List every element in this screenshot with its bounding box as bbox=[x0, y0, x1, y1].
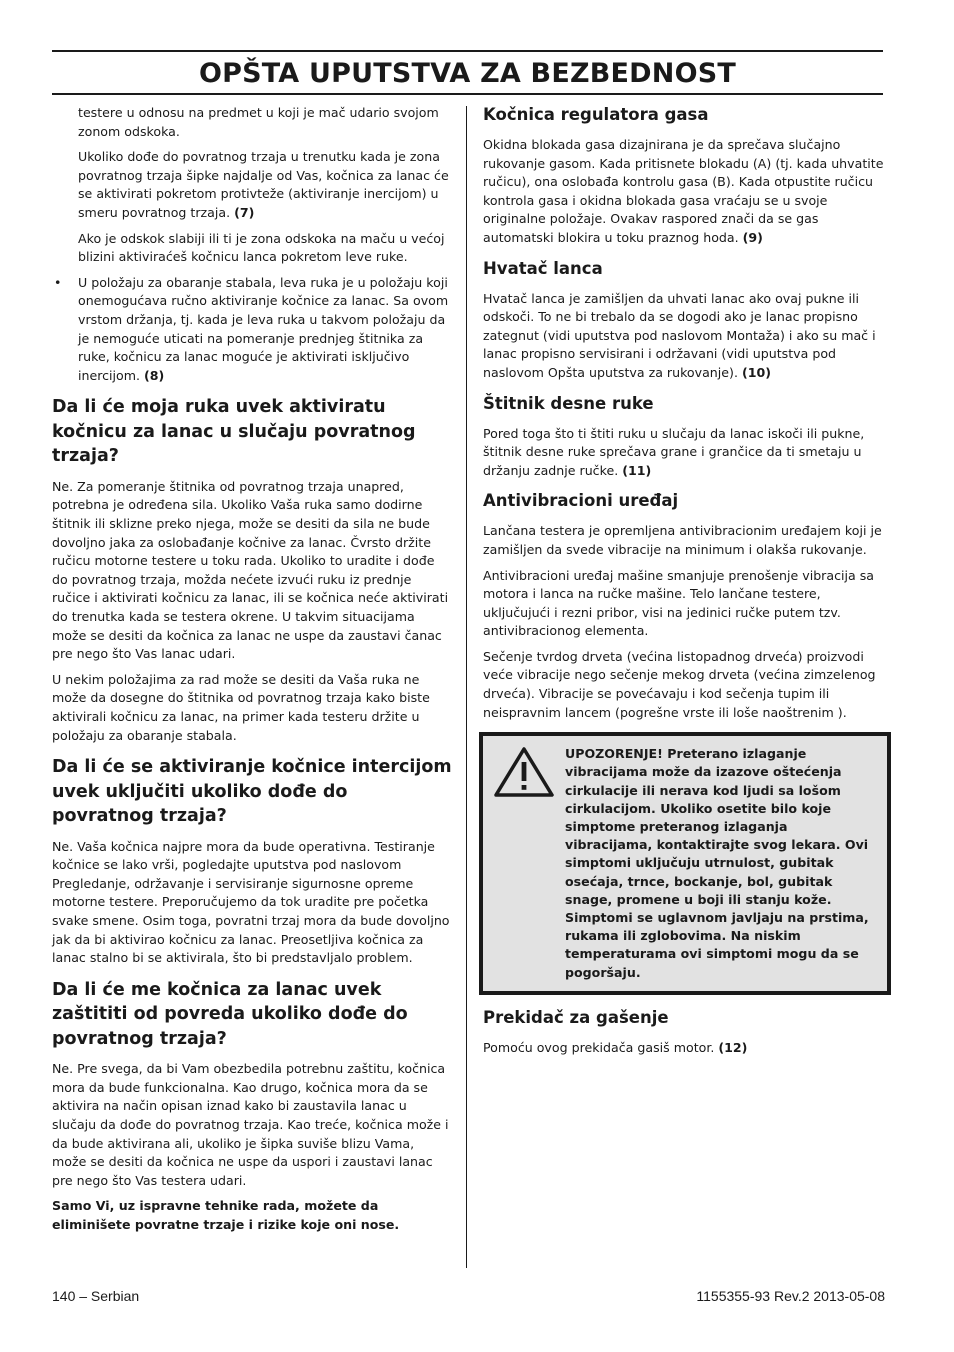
section-text bbox=[483, 1039, 885, 1058]
answer-paragraph: Ne. Za pomeranje štitnika od povratnog trzaja unapred, potrebna je određena sila. Ukoliko Vaša ruka samo dodirne štitnik ili sklizne preko njega, može se desiti da sila ne bude dovoljno jaka za oslobađanje kočnive za lanac. Čvrsto držite ručicu motorne testere u toku rada. Ukoliko to uradite i dođe do povratnog trzaja, možda nećete izvući ruku iz prednje ručice i aktivirati kočnicu za lanac, ili se kočnica neće aktivirati do trenutka kada se testera okrene. U takvim situacijama može se desiti da kočnica za lanac ne uspe da zaustavi čanac pre nego što Vas lanac udari. bbox=[52, 478, 449, 662]
section-text bbox=[483, 425, 885, 481]
page-title: OPŠTA UPUTSTVA ZA BEZBEDNOST bbox=[198, 58, 736, 89]
paragraph-text: Pomoću ovog prekidača gasiš motor. bbox=[483, 1039, 719, 1055]
section-heading: Antivibracioni uređaj bbox=[483, 491, 679, 511]
section-text bbox=[483, 290, 885, 383]
question-heading-inertia-activation: Da li će se aktiviranje kočnice intercijom uvek uključiti ukoliko dođe do povratnog trzaja? bbox=[52, 757, 452, 827]
section-text: Antivibracioni uređaj mašine smanjuje prenošenje vibracija sa motora i lanca na ručke mašine. Telo lančane testere, uključujući i rezni pribor, visi na jedinici ručke putem tzv. antivibracionog elementa. bbox=[483, 567, 875, 639]
answer-paragraph: Ne. Vaša kočnica najpre mora da bude operativna. Testiranje kočnice se lako vrši, pogledajte uputstva pod naslovom Pregledanje, održavanje i servisiranje sigurnosne opreme motorne testere. Preporučujemo da tok uradite pre početka svake smene. Osim toga, povratni trzaj mora da bude dovoljno jak da bi aktivirao kočnicu za lanac. Preosetljiva kočnica za lanac stalno bi se aktivirala, što bi predstavljalo problem. bbox=[52, 838, 450, 966]
figure-reference: (10) bbox=[741, 364, 771, 380]
section-right-hand-guard bbox=[483, 393, 885, 481]
section-stop-switch bbox=[483, 1007, 885, 1058]
header-top-rule bbox=[52, 50, 883, 52]
section-text: Lančana testera je opremljena antivibracionim uređajem koji je zamišljen da svede vibracije na minimum i olakša rukovanje. bbox=[483, 523, 882, 557]
felling-position-bullet bbox=[52, 274, 452, 386]
paragraph-text: Ukoliko dođe do povratnog trzaja u trenutku kada je zona povratnog trzaja šipke najdalje od Vas, kočnica za lanac će se aktivirati pokretom protivteže (aktiviranje inercijom) u smeru povratnog trzaja. bbox=[78, 149, 449, 220]
right-column bbox=[483, 104, 885, 1067]
figure-reference: (8) bbox=[144, 367, 165, 383]
left-column bbox=[52, 104, 452, 1242]
weak-kickback-paragraph: Ako je odskok slabiji ili ti je zona odskoka na maču u većoj blizini aktiviraćeš kočnicu lanca pokretom leve ruke. bbox=[78, 230, 445, 265]
answer-paragraph: Ne. Pre svega, da bi Vam obezbedila potrebnu zaštitu, kočnica mora da bude funkcionalna. Kao drugo, kočnica mora da se aktivira na način opisan iznad kako bi zaustavila lanac u slučaju da dođe do povratnog trzaja. Kao treće, kočnica može i da bude aktivirana ali, ukoliko je šipka suviše blizu Vama, može se desiti da kočnica ne uspe da uspori i zaustavi lanac pre nego što Vas testera udari. bbox=[52, 1061, 449, 1188]
continuation-paragraph: testere u odnosu na predmet u koji je mač udario svojom zonom odskoka. bbox=[78, 105, 439, 139]
header-bottom-rule bbox=[52, 93, 883, 95]
emphasis-paragraph: Samo Vi, uz ispravne tehnike rada, možete da eliminišete povratne trzaje i rizike koje oni nose. bbox=[52, 1198, 400, 1233]
paragraph-text: Hvatač lanca je zamišljen da uhvati lanac ako ovaj pukne ili odskoči. To ne bi trebalo da se dogodi ako je lanac propisno zategnut (vidi uputstva pod naslovom Montaža) i ako su mač i lanac propisno servisirani i održavani (vidi uputstva pod naslovom Opšta uputstva za rukovanje). bbox=[483, 290, 876, 380]
column-divider bbox=[466, 106, 467, 1268]
bullet-text: U položaju za obaranje stabala, leva ruka je u položaju koji onemogućava ručno aktiviranje kočnice za lanac. Sa ovom vrstom držanja, tj. kada je leva ruka u takvom položaju da je nemoguće uticati na pomeranje prednjeg štitnika za ruke, kočnicu za lanac moguće je aktivirati isključivo inercijom. bbox=[78, 274, 449, 383]
document-revision: 1155355-93 Rev.2 2013-05-08 bbox=[696, 1288, 885, 1304]
answer-paragraph: U nekim položajima za rad može se desiti da Vaša ruka ne može da dosegne do štitnika od povratnog trzaja kako biste aktivirali kočnicu za lanac, na primer kada testeru držite u položaju za obaranje stabala. bbox=[52, 671, 430, 743]
section-heading: Prekidač za gašenje bbox=[483, 1007, 669, 1027]
warning-panel bbox=[483, 736, 887, 991]
section-text bbox=[483, 136, 885, 248]
section-heading: Štitnik desne ruke bbox=[483, 393, 654, 413]
figure-reference: (12) bbox=[718, 1039, 748, 1055]
section-heading: Kočnica regulatora gasa bbox=[483, 105, 709, 124]
question-heading-hand-activation: Da li će moja ruka uvek aktiviratu kočnicu za lanac u slučaju povratnog trzaja? bbox=[52, 397, 416, 467]
page-number: 140 – Serbian bbox=[52, 1288, 140, 1304]
section-throttle-lockout bbox=[483, 104, 885, 248]
warning-box bbox=[479, 732, 891, 995]
figure-reference: (11) bbox=[622, 462, 652, 478]
warning-triangle-icon bbox=[493, 746, 555, 798]
warning-text: UPOZORENJE! Preterano izlaganje vibracijama može da izazove oštećenja cirkulacije ili nerava kod ljudi sa lošom cirkulacijom. Ukoliko osetite bilo koje simptome preteranog izlaganja vibracijama, kontaktirajte svog lekara. Ovi simptomi uključuju utrnulost, gubitak osećaja, trnce, bockanje, bol, gubitak snage, promene u boji ili stanju kože. Simptomi se uglavnom javljaju na prstima, rukama ili zglobovima. Na niskim temperaturama ovi simptomi mogu da se pogoršaju. bbox=[565, 746, 869, 980]
paragraph-text: Pored toga što ti štiti ruku u slučaju da lanac iskoči ili pukne, štitnik desne ruke sprečava grane i grančice da ti smetaju u držanju zadnje ručke. bbox=[483, 425, 865, 478]
section-heading: Hvatač lanca bbox=[483, 258, 603, 278]
question-heading-brake-protection: Da li će me kočnica za lanac uvek zaštititi od povreda ukoliko dođe do povratnog trzaja? bbox=[52, 979, 408, 1049]
section-anti-vibration bbox=[483, 490, 885, 722]
paragraph-text: Okidna blokada gasa dizajnirana je da sprečava slučajno rukovanje gasom. Kada pritisnete blokadu (A) (tj. kada uhvatite ručicu), ona oslobađa kontrolu gasa (B). Kada otpustite ručicu kontrola gasa i okidna blokada gasa vraćaju se u svoje originalne položaje. Ovakav raspored znači da se gas automatski blokira u toku praznog hoda. bbox=[483, 137, 884, 245]
kickback-inertia-paragraph bbox=[52, 148, 452, 222]
figure-reference: (7) bbox=[234, 204, 255, 220]
figure-reference: (9) bbox=[742, 229, 763, 245]
bullet-marker: • bbox=[54, 274, 62, 290]
section-chain-catcher bbox=[483, 258, 885, 383]
section-text: Sečenje tvrdog drveta (većina listopadnog drveća) proizvodi veće vibracije nego sečenje mekog drveta (većina zimzelenog drveća). Vibracije se povećavaju i kod sečenja tupim ili neispravnim lancem (pogrešne vrste ili loše naoštrenim ). bbox=[483, 648, 876, 720]
